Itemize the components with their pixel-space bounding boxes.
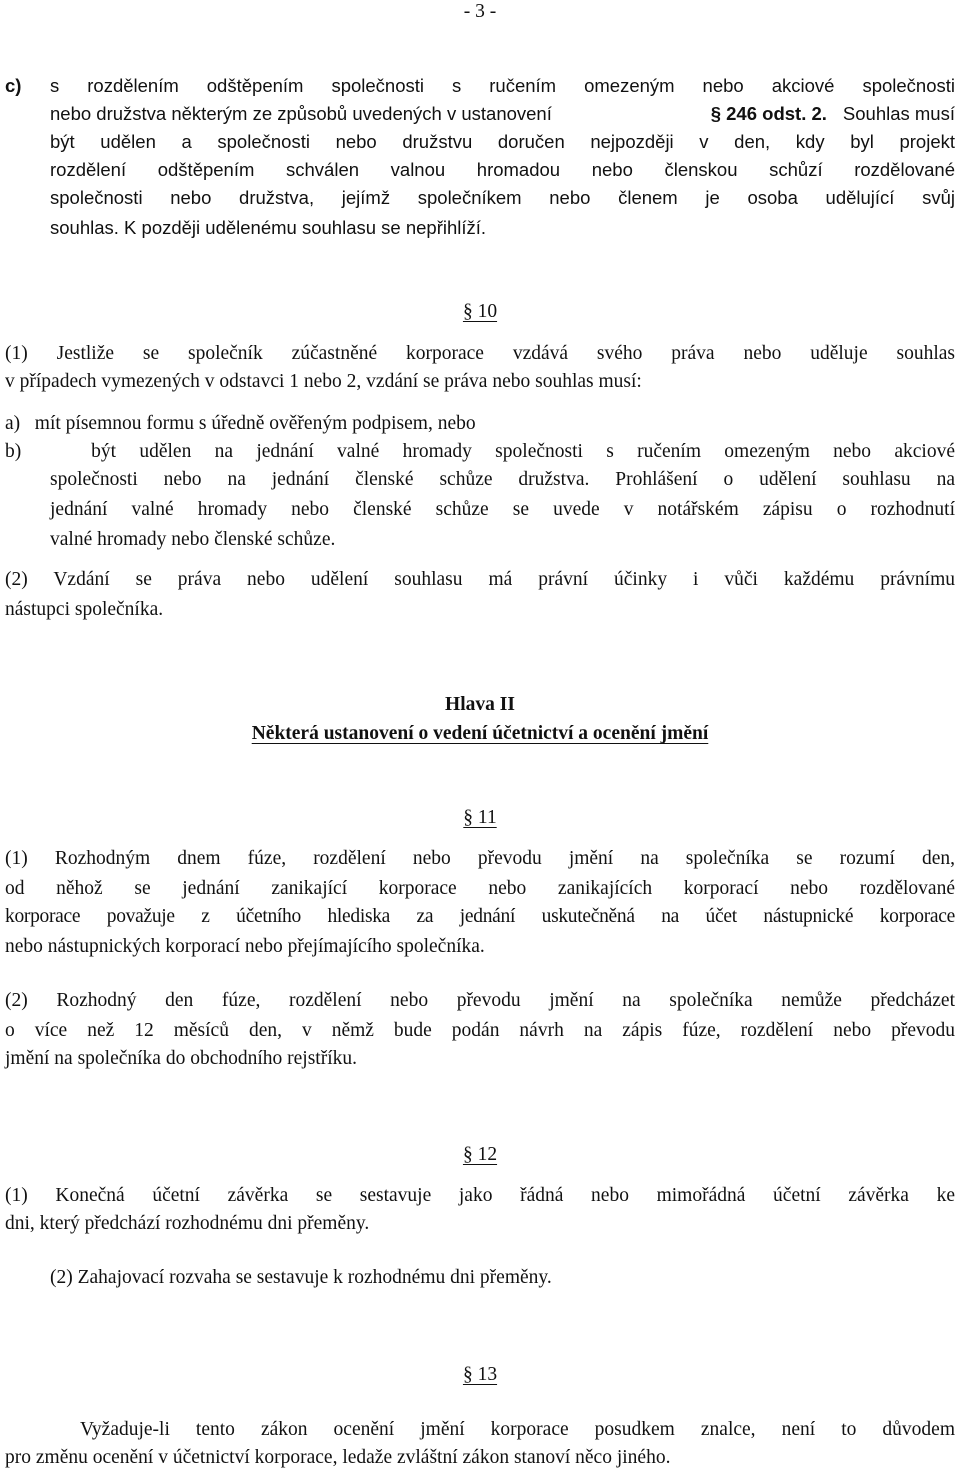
s12-line-2: dni, který předchází rozhodnému dni přeměny. bbox=[5, 1213, 370, 1234]
s10-line-5: společnosti nebo na jednání členské schůze družstva. Prohlášení o udělení souhlasu na bbox=[50, 469, 955, 490]
s10-line-6: jednání valné hromady nebo členské schůze se uvede v notářském zápisu o rozhodnutí bbox=[50, 499, 955, 520]
s13-line-1: Vyžaduje-li tento zákon ocenění jmění korporace posudkem znalce, není to důvodem bbox=[80, 1419, 955, 1440]
section-10-heading: § 10 bbox=[462, 301, 498, 322]
s12-line-1: (1) Konečná účetní závěrka se sestavuje jako řádná nebo mimořádná účetní závěrka ke bbox=[5, 1185, 955, 1206]
s11-line-6: o více než 12 měsíců den, v němž bude podán návrh na zápis fúze, rozdělení nebo převodu bbox=[5, 1020, 955, 1041]
s11-line-3: korporace považuje z účetního hlediska za jednání uskutečněná na účet nástupnické korporace bbox=[5, 906, 955, 927]
page-number: - 3 - bbox=[463, 1, 497, 22]
s12-line-3: (2) Zahajovací rozvaha se sestavuje k rozhodnému dni přeměny. bbox=[50, 1267, 552, 1288]
s11-line-2: od něhož se jednání zanikající korporace nebo zanikajících korporací nebo rozdělované bbox=[5, 878, 955, 899]
item-c-line-5: společnosti nebo družstva, jejímž společníkem nebo členem je osoba udělující svůj bbox=[50, 187, 955, 208]
section-11-heading: § 11 bbox=[463, 807, 497, 828]
section-13-heading: § 13 bbox=[462, 1364, 498, 1385]
s13-line-2: pro změnu ocenění v účetnictví korporace, ledaže zvláštní zákon stanoví něco jiného. bbox=[5, 1447, 671, 1468]
item-c-line-6: souhlas. K později udělenému souhlasu se nepřihlíží. bbox=[50, 217, 487, 238]
section-12-heading: § 12 bbox=[462, 1144, 498, 1165]
item-marker: c) bbox=[5, 75, 22, 96]
s11-line-4: nebo nástupnických korporací nebo přejímajícího společníka. bbox=[5, 936, 485, 957]
s10-line-1: (1) Jestliže se společník zúčastněné korporace vzdává svého práva nebo uděluje souhlas bbox=[5, 343, 955, 364]
item-c-line-1: s rozdělením odštěpením společnosti s ručením omezeným nebo akciové společnosti bbox=[50, 75, 955, 96]
s11-line-7: jmění na společníka do obchodního rejstříku. bbox=[5, 1048, 358, 1069]
s11-line-5: (2) Rozhodný den fúze, rozdělení nebo převodu jmění na společníka nemůže předcházet bbox=[5, 990, 955, 1011]
item-c-line-3: být udělen a společnosti nebo družstvu doručen nejpozději v den, kdy byl projekt bbox=[50, 131, 955, 152]
chapter-title: Hlava II bbox=[445, 694, 515, 715]
s11-line-1: (1) Rozhodným dnem fúze, rozdělení nebo převodu jmění na společníka se rozumí den, bbox=[5, 848, 955, 869]
s10-list-item-a: a) mít písemnou formu s úředně ověřeným podpisem, nebo bbox=[5, 413, 476, 434]
item-c-line-4: rozdělení odštěpením schválen valnou hromadou nebo členskou schůzí rozdělované bbox=[50, 159, 955, 180]
item-c-line-2 bbox=[50, 101, 955, 127]
s10-line-9: nástupci společníka. bbox=[5, 599, 164, 620]
s10-line-2: v případech vymezených v odstavci 1 nebo 2, vzdání se práva nebo souhlas musí: bbox=[5, 371, 642, 392]
item-c-line-2-tail: Souhlas musí bbox=[842, 103, 955, 124]
item-c-line-2-text: nebo družstva některým ze způsobů uvedených v ustanovení bbox=[50, 103, 552, 124]
s10-list-item-b: b) být udělen na jednání valné hromady společnosti s ručením omezeným nebo akciové bbox=[5, 441, 955, 462]
chapter-subtitle: Některá ustanovení o vedení účetnictví a ocenění jmění bbox=[251, 723, 709, 744]
statute-reference: § 246 odst. 2. bbox=[710, 103, 827, 124]
s10-line-8: (2) Vzdání se práva nebo udělení souhlasu má právní účinky i vůči každému právnímu bbox=[5, 569, 955, 590]
s10-line-7: valné hromady nebo členské schůze. bbox=[50, 529, 336, 550]
